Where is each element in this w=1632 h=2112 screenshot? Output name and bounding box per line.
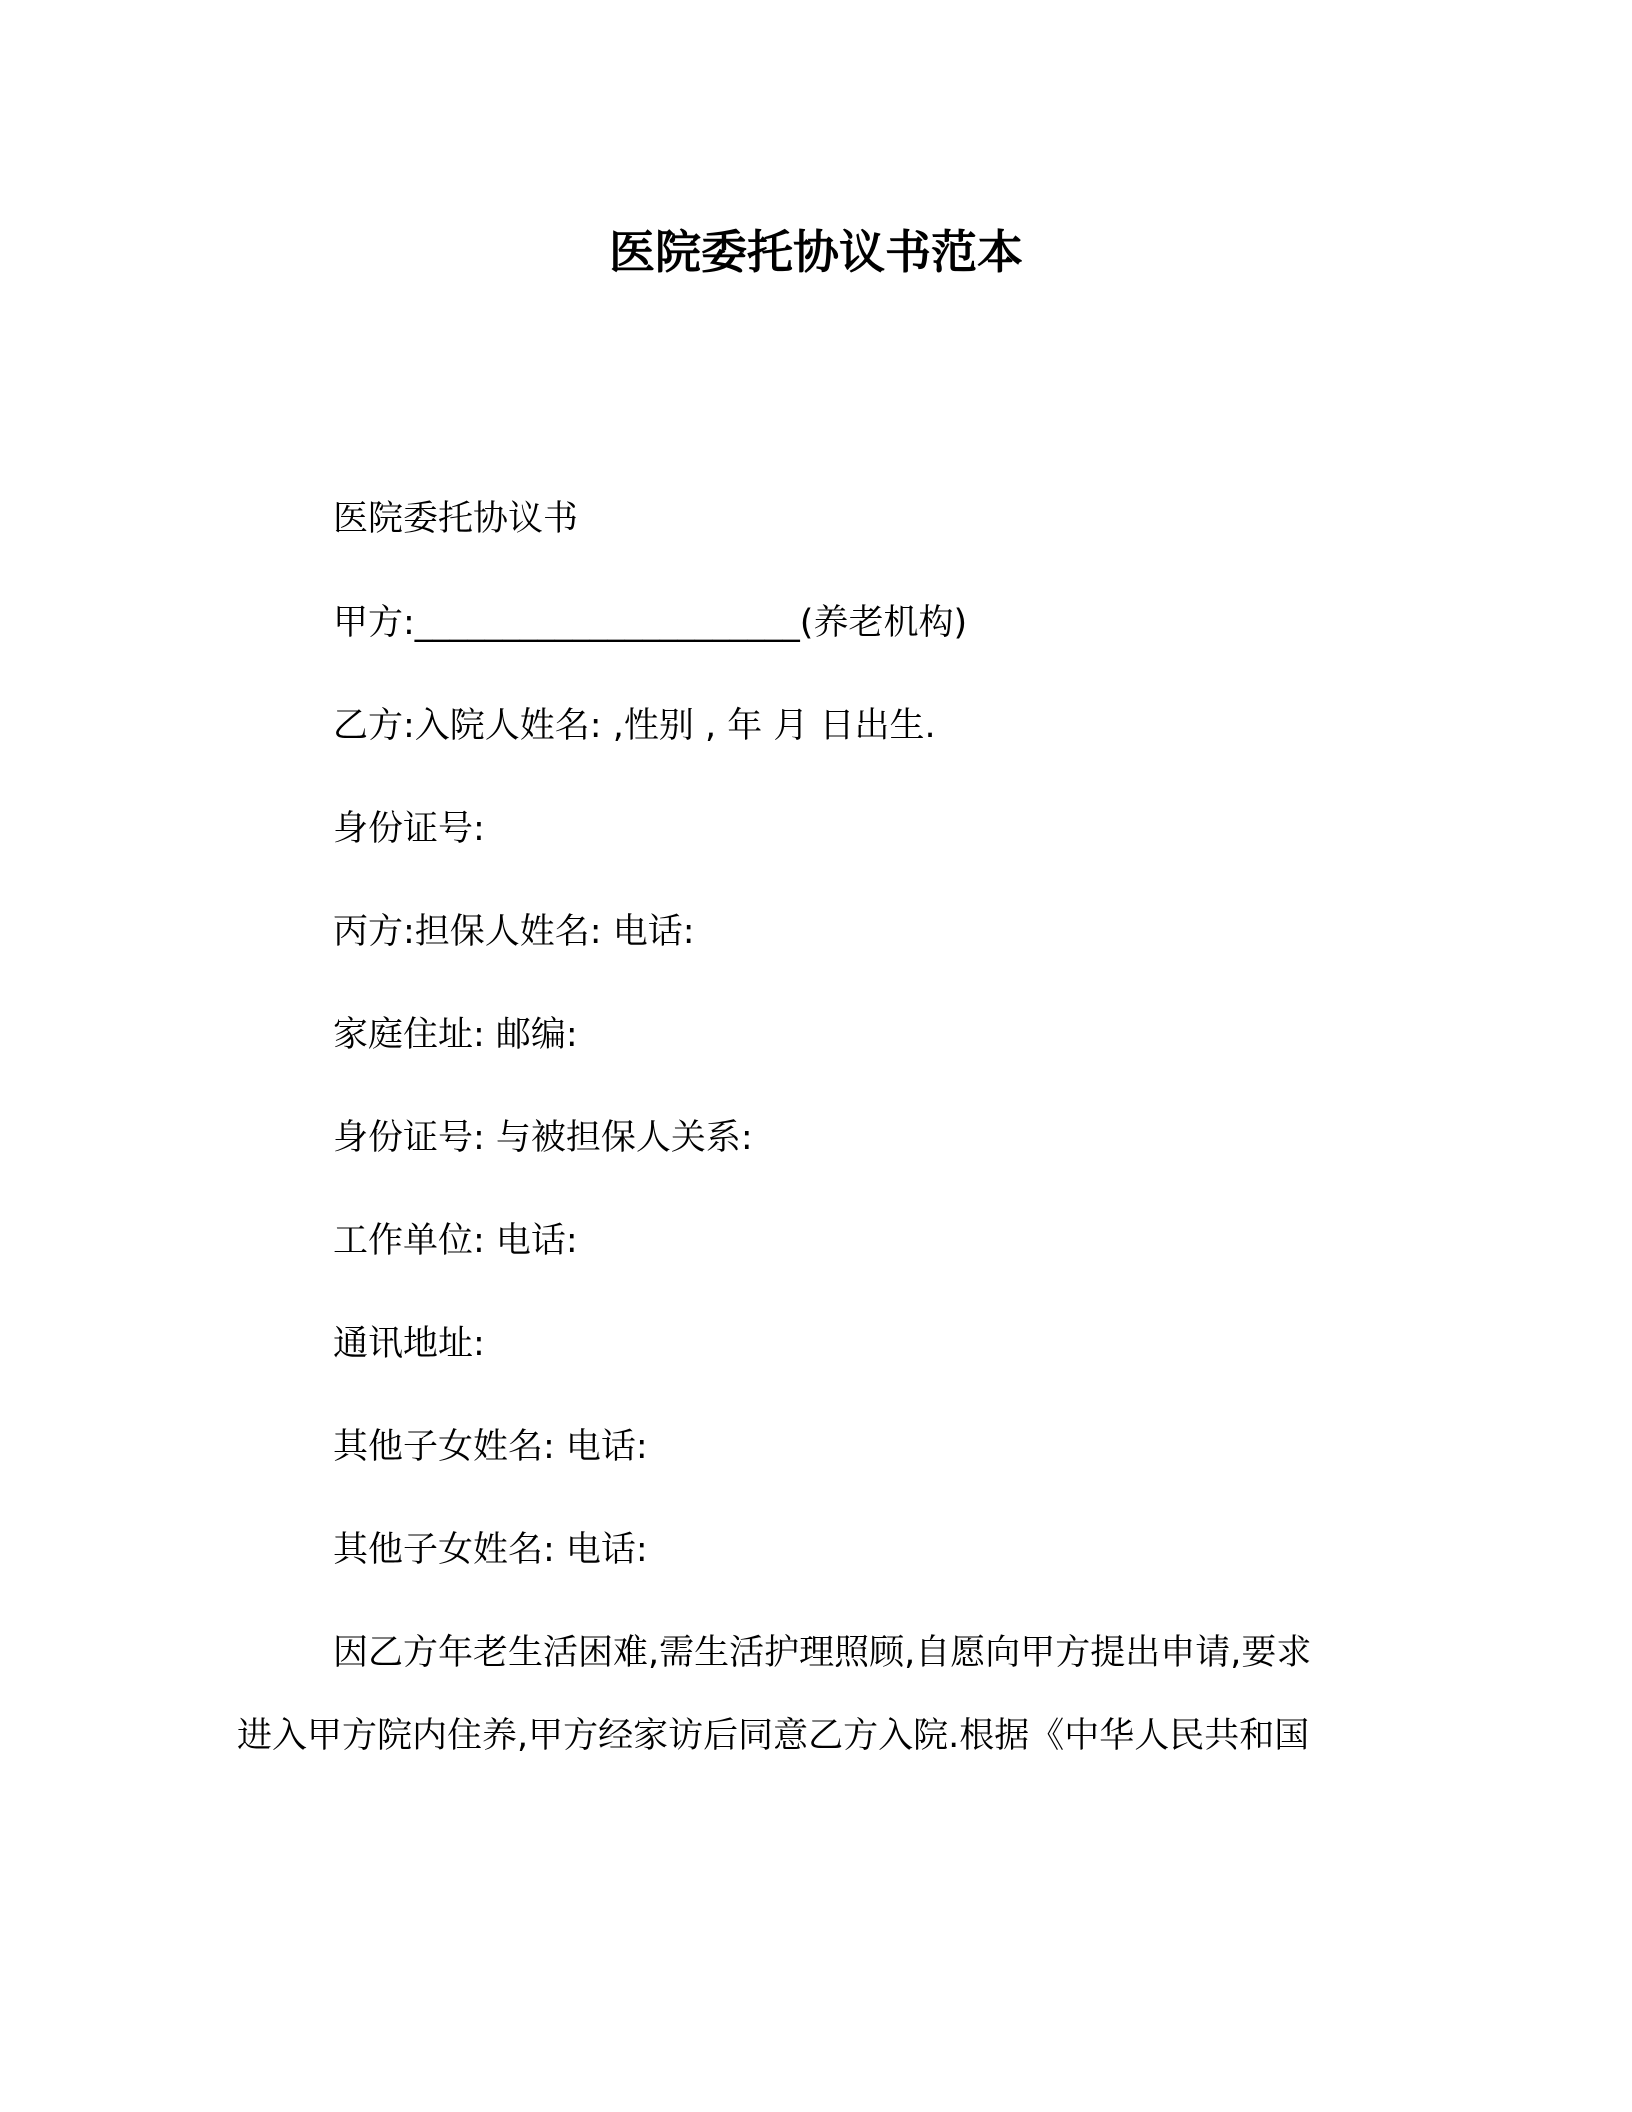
party-b-id-line: 身份证号: (333, 809, 485, 849)
home-address-line: 家庭住址: 邮编: (333, 1015, 578, 1055)
employer-line: 工作单位: 电话: (333, 1221, 578, 1261)
guarantor-id-relation-line: 身份证号: 与被担保人关系: (333, 1118, 753, 1158)
party-c-guarantor-line: 丙方:担保人姓名: 电话: (333, 912, 695, 952)
other-child-line-1: 其他子女姓名: 电话: (333, 1427, 648, 1467)
party-a-line: 甲方:______________________(养老机构) (333, 603, 968, 643)
mailing-address-line: 通讯地址: (333, 1324, 485, 1364)
other-child-line-2: 其他子女姓名: 电话: (333, 1530, 648, 1570)
agreement-heading: 医院委托协议书 (333, 499, 579, 539)
party-b-line: 乙方:入院人姓名: ,性别 , 年 月 日出生. (333, 706, 936, 746)
body-paragraph-line-1: 因乙方年老生活困难,需生活护理照顾,自愿向甲方提出申请,要求 (333, 1633, 1312, 1673)
document-title: 医院委托协议书范本 (609, 225, 1023, 279)
body-paragraph-line-2: 进入甲方院内住养,甲方经家访后同意乙方入院.根据《中华人民共和国 (237, 1716, 1310, 1756)
